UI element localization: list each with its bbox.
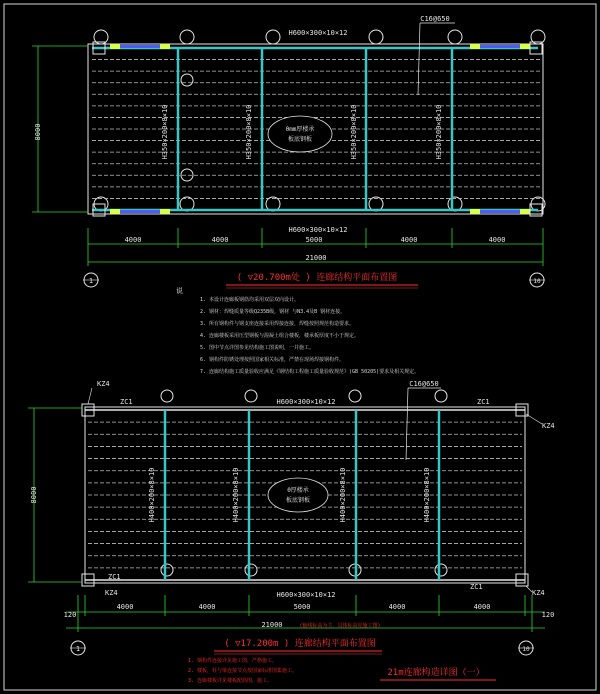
plan2-column-label-2: H400×200×8×10 xyxy=(232,467,240,523)
plan2-zc-bottom-left: ZC1 xyxy=(108,573,121,581)
plan2-kz-top-right: KZ4 xyxy=(542,422,555,430)
plan2-total-dim: 21000 xyxy=(261,621,283,629)
plan2-grid-left-label: 1 xyxy=(75,645,81,653)
notes-item-5: 5. 图中节点详图参见结构施工图说明，一并施工。 xyxy=(200,345,315,351)
plan2-edge-right: 120 xyxy=(541,611,555,619)
notes-heading: 说 xyxy=(176,287,183,295)
plan2-grid-right-label: 10 xyxy=(522,646,530,653)
plan2-note-line2: 板底钢板 xyxy=(285,497,311,504)
plan2-note-3: 3. 连廊楼板详见楼板配筋图，施工。 xyxy=(188,678,273,684)
plan1-grid-left-label: 1 xyxy=(88,277,94,285)
general-notes xyxy=(176,286,419,375)
plan2 xyxy=(28,380,555,684)
plan1-title: ( ▽20.700m处 ) 连廊结构平面布置图 xyxy=(236,273,398,283)
plan1-top-beam-label: H600×300×10×12 xyxy=(288,29,348,37)
plan1-note-line2: 板底钢板 xyxy=(287,136,313,143)
plan2-span-2: 4000 xyxy=(198,603,216,611)
plan2-zc-top-right: ZC1 xyxy=(477,398,490,406)
plan2-rebar-label: C16@650 xyxy=(409,380,439,388)
plan2-note-line1: 0厚楼承 xyxy=(287,487,309,494)
plan1-note-line1: 0mm厚楼承 xyxy=(285,126,315,133)
notes-item-2: 2. 钢材：焊缝质量等级Q235B级，钢材 与N3.4及B 钢材连接。 xyxy=(200,309,346,315)
plan2-span-1: 4000 xyxy=(116,603,134,611)
plan2-span-4: 4000 xyxy=(388,603,406,611)
plan2-note-2: 2. 楼板，柱与梁连接节点按国家标准图集施工。 xyxy=(188,668,298,674)
plan1-span-5: 4000 xyxy=(488,236,506,244)
plan2-zc-bottom-right: ZC1 xyxy=(470,583,483,591)
plan2-top-beam-label: H600×300×10×12 xyxy=(276,398,336,406)
notes-item-1: 1. 本设计连廊板钢筋均采用双层双向设计。 xyxy=(200,297,300,303)
plan2-bottom-beam-label: H600×300×10×12 xyxy=(276,591,336,599)
notes-item-4: 4. 连廊楼板采用压型钢板与混凝土组合楼板，楼承板厚度不小于规定。 xyxy=(200,333,360,339)
plan2-kz-bottom-left: KZ4 xyxy=(105,589,118,597)
plan2-column-label-4: H400×200×8×10 xyxy=(423,467,431,523)
plan1-dim-left-label: 8000 xyxy=(34,123,42,141)
notes-item-3: 3. 所有钢构件与钢支座连接采用焊接连接，焊缝按照规范构造要求。 xyxy=(200,321,355,327)
drawing-title: 21m连廊构造详图（一） xyxy=(387,668,485,678)
plan1-span-4: 4000 xyxy=(400,236,418,244)
plan2-span-5: 4000 xyxy=(473,603,491,611)
notes-item-7: 7. 连廊结构施工质量验收应满足《钢结构工程施工质量验收规范》(GB 50205)要求及相关规定。 xyxy=(200,369,420,375)
plan2-title: ( ▽17.200m ) 连廊结构平面布置图 xyxy=(224,639,376,649)
plan2-column-label-3: H400×200×8×10 xyxy=(339,467,347,523)
plan2-kz-top-left: KZ4 xyxy=(97,380,110,388)
plan2-column-label-1: H400×200×8×10 xyxy=(148,467,156,523)
plan2-span-3: 5000 xyxy=(293,603,311,611)
plan2-kz-bottom-right: KZ4 xyxy=(532,589,545,597)
plan1 xyxy=(32,15,545,288)
notes-item-6: 6. 钢构件防锈处理按照国家相关标准，严禁在现场焊接钢构件。 xyxy=(200,357,345,363)
plan1-grid-right-label: 10 xyxy=(533,278,541,285)
plan2-note-bubble xyxy=(268,478,328,512)
plan2-zc-top-left: ZC1 xyxy=(120,398,133,406)
plan1-bottom-beam-label: H600×300×10×12 xyxy=(288,226,348,234)
plan1-span-2: 4000 xyxy=(211,236,229,244)
plan1-column-label-4: H350×200×8×10 xyxy=(435,104,443,160)
plan1-column-label-3: H350×200×8×10 xyxy=(350,104,358,160)
plan2-note-1: 1. 钢构件连接详见施工图，严格施工。 xyxy=(188,658,278,664)
plan1-total-dim: 21000 xyxy=(305,254,327,262)
plan1-span-1: 4000 xyxy=(124,236,142,244)
plan1-column-label-1: H350×200×8×10 xyxy=(161,104,169,160)
plan2-edge-left: 120 xyxy=(63,611,77,619)
plan2-dim-left-label: 8000 xyxy=(30,486,38,504)
plan1-note-bubble xyxy=(268,116,332,152)
plan1-column-label-2: H350×200×8×10 xyxy=(245,104,253,160)
plan1-rebar-label: C16@650 xyxy=(420,15,450,23)
plan1-span-3: 5000 xyxy=(305,236,323,244)
plan2-total-note: (轴线标高为主，具体标高见施工图) xyxy=(299,623,381,629)
